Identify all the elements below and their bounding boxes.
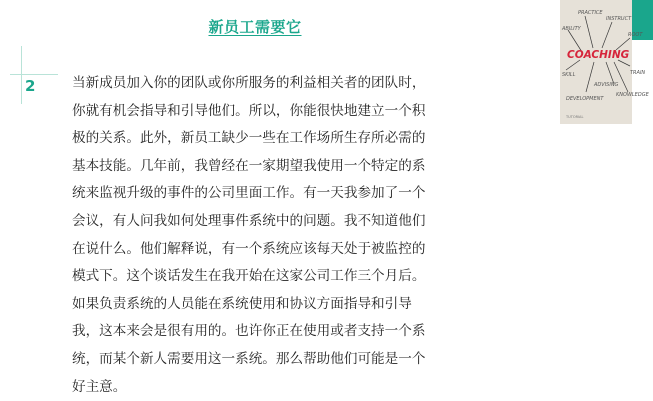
word-instruct: INSTRUCT <box>606 16 632 22</box>
word-skill: SKILL <box>562 72 576 78</box>
paper-margin <box>632 40 653 124</box>
paragraph-line: 会议，有人问我如何处理事件系统中的问题。我不知道他们 <box>72 212 426 229</box>
page-marker-vertical-line <box>21 46 22 104</box>
word-root: ROOT <box>628 32 643 38</box>
word-coaching: COACHING <box>567 49 630 61</box>
word-advising: ADVISING <box>594 82 619 88</box>
paragraph-line: 模式下。这个谈话发生在我开始在这家公司工作三个月后。 <box>72 268 426 285</box>
paragraph-line: 当新成员加入你的团队或你所服务的利益相关者的团队时， <box>72 75 426 91</box>
paragraph-line: 极的关系。此外，新员工缺少一些在工作场所生存所必需的 <box>72 130 426 147</box>
paragraph-line: 如果负责系统的人员能在系统使用和协议方面指导和引导 <box>72 295 412 312</box>
coaching-word-map-image <box>560 0 653 124</box>
paragraph-line: 基本技能。几年前，我曾经在一家期望我使用一个特定的系 <box>72 157 426 174</box>
page-title: 新员工需要它 <box>208 18 302 36</box>
paragraph-line: 你就有机会指导和引导他们。所以，你能很快地建立一个积 <box>72 102 426 119</box>
page-marker-horizontal-line <box>10 74 58 75</box>
word-train: TRAIN <box>630 70 646 76</box>
paragraph-line: 我，这本来会是很有用的。也许你正在使用或者支持一个系 <box>72 323 426 340</box>
paragraph-line: 统来监视升级的事件的公司里面工作。有一天我参加了一个 <box>72 185 426 202</box>
body-paragraph <box>72 70 472 401</box>
word-practice: PRACTICE <box>578 10 603 16</box>
word-ability: ABILITY <box>562 26 581 32</box>
paragraph-line: 统，而某个新人需要用这一系统。那么帮助他们可能是一个 <box>72 350 426 367</box>
coaching-illustration <box>560 0 653 124</box>
word-development: DEVELOPMENT <box>566 96 604 102</box>
word-knowledge: KNOWLEDGE <box>616 92 649 98</box>
page-number: 2 <box>25 77 36 95</box>
paragraph-line: 在说什么。他们解释说，有一个系统应该每天处于被监控的 <box>72 240 426 257</box>
image-caption: TUTORIAL <box>566 115 584 119</box>
paragraph-line: 好主意。 <box>72 378 127 395</box>
